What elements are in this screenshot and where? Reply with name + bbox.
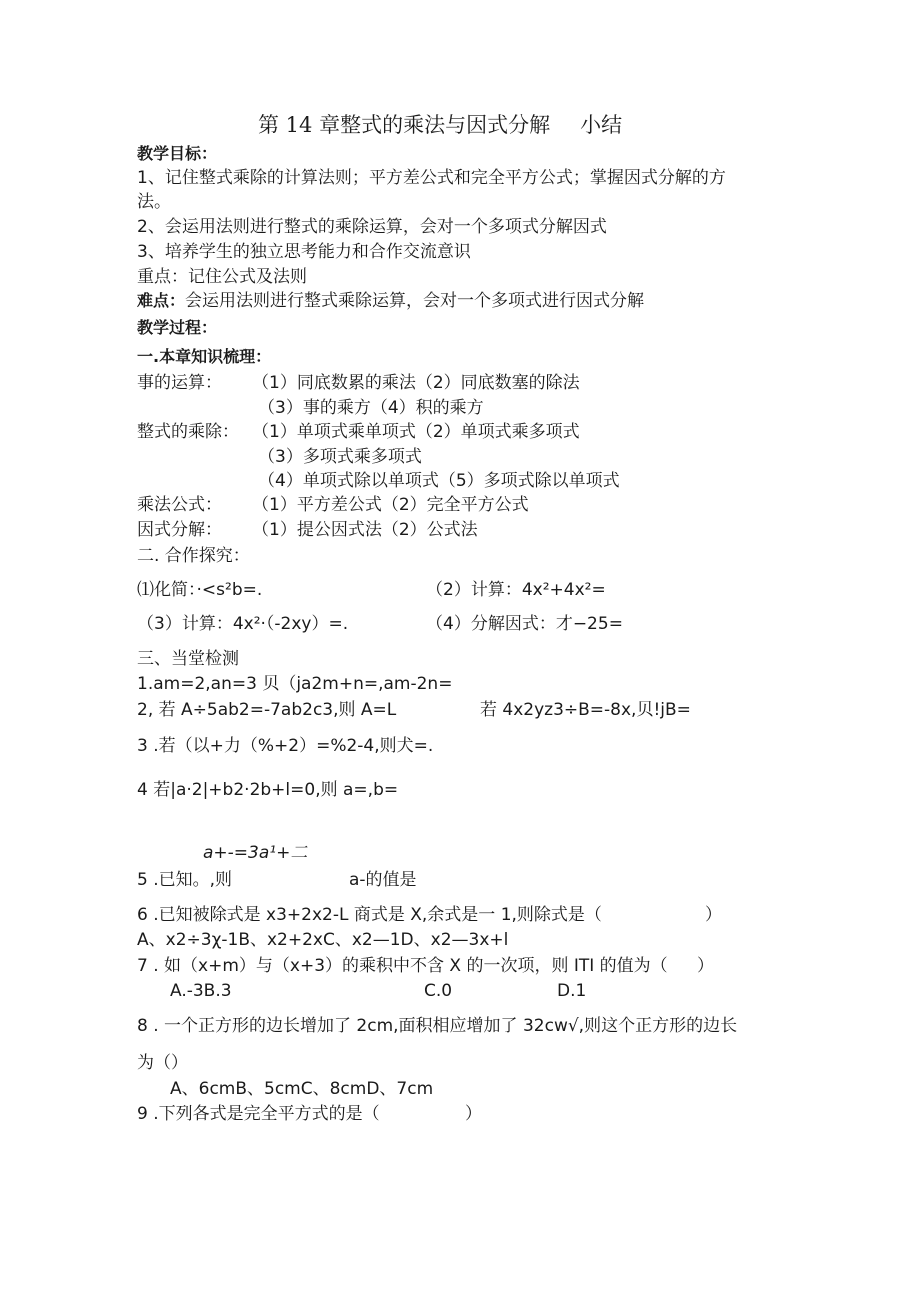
test-q4: 4 若|a·2|+b2·2b+l=0,则 a=,b= [137, 780, 399, 800]
test-q3: 3 .若（以+力（%+2）=%2-4,则犬=. [137, 736, 434, 756]
difficulty-label: 难点： [137, 291, 186, 310]
power-line-2: （3）事的乘方（4）积的乘方 [258, 398, 484, 418]
test-q9: 9 .下列各式是完全平方式的是（ [137, 1104, 380, 1124]
test-q5-formula: a+-=3a¹+二 [203, 843, 308, 863]
section-1-heading: 一.本章知识梳理： [137, 347, 272, 366]
test-q7-option-ab: A.-3B.3 [170, 981, 232, 1001]
title-main: 第 14 章整式的乘法与因式分解 [258, 113, 551, 137]
formula-line-1: （1）平方差公式（2）完全平方公式 [252, 495, 529, 515]
test-q1: 1.am=2,an=3 贝（ja2m+n=,am-2n= [137, 674, 453, 694]
test-q6: 6 .已知被除式是 x3+2x2-L 商式是 X,余式是一 1,则除式是（ [137, 905, 602, 925]
test-q7-option-c: C.0 [424, 981, 453, 1001]
goals-heading: 教学目标： [137, 144, 218, 163]
test-q9-paren: ） [465, 1104, 482, 1124]
test-q6-options: A、x2÷3χ-1B、x2+2xC、x2—1D、x2—3x+l [137, 930, 509, 950]
section-2-heading: 二. 合作探究： [137, 546, 250, 566]
mul-line-2: （3）多项式乘多项式 [258, 447, 422, 467]
page-title [258, 111, 622, 139]
explore-q3: （3）计算：4x²·（-2xy）=. [137, 614, 349, 634]
formula-label: 乘法公式： [137, 495, 222, 515]
explore-q1: ⑴化简：·<s²b=. [137, 580, 263, 600]
difficulty-text: 会运用法则进行整式乘除运算，会对一个多项式进行因式分解 [185, 291, 645, 311]
mul-label: 整式的乘除： [137, 422, 239, 442]
factor-line-1: （1）提公因式法（2）公式法 [252, 520, 478, 540]
test-q5b: a-的值是 [349, 870, 417, 890]
explore-q2: （2）计算：4x²+4x²= [426, 580, 606, 600]
key-point: 重点：记住公式及法则 [137, 267, 307, 287]
goal-3: 3、培养学生的独立思考能力和合作交流意识 [137, 242, 471, 262]
test-q7-option-d: D.1 [557, 981, 587, 1001]
process-heading: 教学过程： [137, 318, 218, 337]
factor-label: 因式分解： [137, 520, 222, 540]
test-q2a: 2, 若 A÷5ab2=-7ab2c3,则 A=L [137, 700, 397, 720]
goal-2: 2、会运用法则进行整式的乘除运算，会对一个多项式分解因式 [137, 217, 607, 237]
test-q6-paren: ） [705, 905, 722, 925]
test-q8b: 为（） [137, 1053, 188, 1073]
test-q2b: 若 4x2yz3÷B=-8x,贝!jB= [480, 700, 691, 720]
difficulty [137, 290, 644, 312]
power-line-1: （1）同底数累的乘法（2）同底数塞的除法 [252, 373, 580, 393]
section-3-heading: 三、当堂检测 [137, 649, 239, 669]
goal-1-line-a: 1、记住整式乘除的计算法则；平方差公式和完全平方公式；掌握因式分解的方 [137, 168, 726, 188]
test-q5a: 5 .已知。,则 [137, 870, 233, 890]
test-q7-paren: ） [697, 956, 714, 976]
mul-line-1: （1）单项式乘单项式（2）单项式乘多项式 [252, 422, 580, 442]
title-suffix: 小结 [580, 113, 623, 137]
goal-1-line-b: 法。 [137, 192, 171, 212]
test-q8a: 8 . 一个正方形的边长增加了 2cm,面积相应增加了 32cw√,则这个正方形的边长 [137, 1016, 738, 1036]
test-q8-options: A、6cmB、5cmC、8cmD、7cm [170, 1079, 434, 1099]
test-q7: 7 . 如（x+m）与（x+3）的乘积中不含 X 的一次项，则 ITI 的值为（ [137, 956, 668, 976]
explore-q4: （4）分解因式：才−25= [426, 614, 623, 634]
mul-line-3: （4）单项式除以单项式（5）多项式除以单项式 [258, 471, 620, 491]
power-label: 事的运算： [137, 373, 222, 393]
